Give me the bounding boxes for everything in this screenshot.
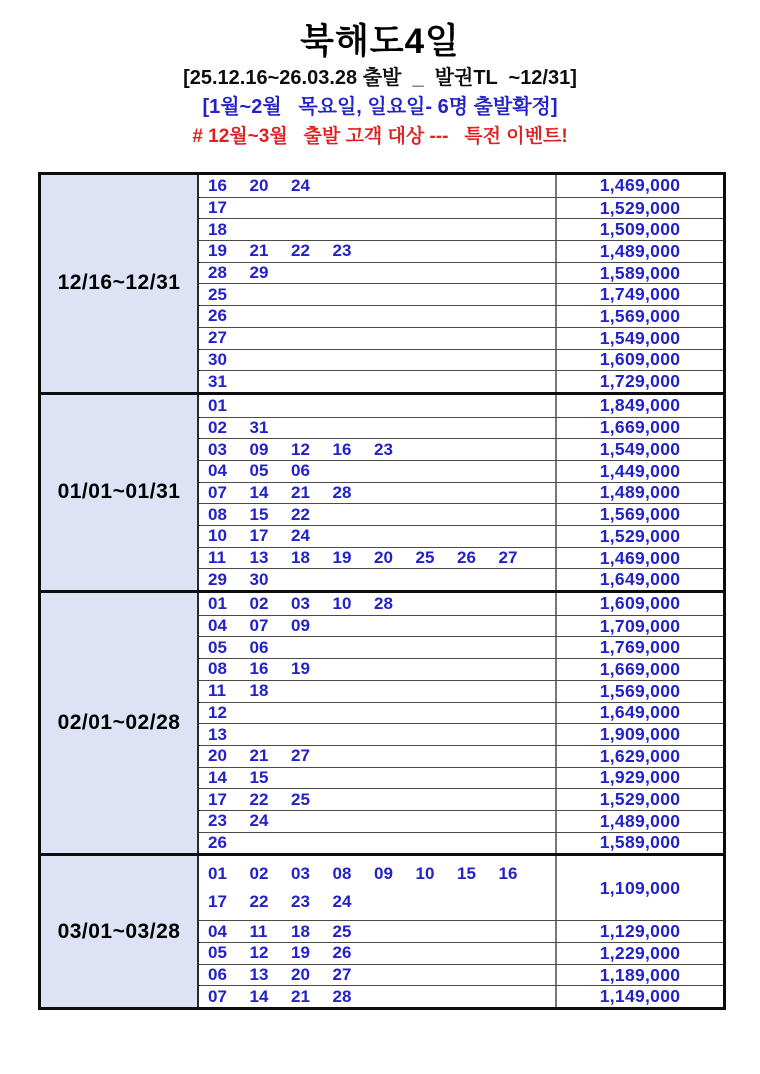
departure-date: 07 <box>208 986 227 1006</box>
departure-date: 21 <box>249 746 269 766</box>
departure-date: 27 <box>332 965 352 985</box>
date-range-label: 12/16~12/31 <box>41 175 199 392</box>
price-value: 1,629,000 <box>555 746 723 767</box>
departure-date: 15 <box>249 504 269 524</box>
departure-date: 22 <box>291 241 310 261</box>
departure-date: 27 <box>291 746 310 766</box>
departure-date: 31 <box>249 417 269 437</box>
departure-dates-cell <box>199 724 555 745</box>
table-row <box>199 327 723 349</box>
dates-line <box>208 371 555 393</box>
departure-date: 22 <box>249 892 269 912</box>
dates-line <box>208 860 555 888</box>
price-value: 1,469,000 <box>555 548 723 569</box>
table-row <box>199 525 723 547</box>
departure-date: 28 <box>374 593 393 613</box>
departure-date: 09 <box>249 439 269 459</box>
price-value: 1,569,000 <box>555 504 723 525</box>
departure-date: 17 <box>208 789 227 809</box>
departure-dates-cell <box>199 395 555 417</box>
departure-dates-cell <box>199 856 555 920</box>
table-row <box>199 370 723 392</box>
price-value: 1,649,000 <box>555 569 723 590</box>
table-row <box>199 593 723 615</box>
departure-dates-cell <box>199 284 555 305</box>
departure-date: 13 <box>249 548 269 568</box>
departure-date: 10 <box>208 526 227 546</box>
price-value: 1,129,000 <box>555 921 723 942</box>
table-row <box>199 658 723 680</box>
departure-date: 04 <box>208 616 227 636</box>
dates-line <box>208 615 555 637</box>
departure-date: 03 <box>291 864 310 884</box>
departure-date: 19 <box>291 943 310 963</box>
dates-line <box>208 175 555 197</box>
page-header <box>0 0 760 151</box>
price-value: 1,589,000 <box>555 263 723 284</box>
table-row <box>199 920 723 942</box>
departure-date: 08 <box>332 864 352 884</box>
table-row <box>199 964 723 986</box>
departure-date: 07 <box>249 616 269 636</box>
dates-line <box>208 504 555 526</box>
departure-date: 09 <box>374 864 393 884</box>
price-value: 1,669,000 <box>555 418 723 439</box>
departure-date: 20 <box>208 746 227 766</box>
table-row <box>199 788 723 810</box>
confirmed-departure-note: [1월~2월 목요일, 일요일- 6명 출발확정] <box>202 96 558 118</box>
departure-date: 29 <box>208 569 227 589</box>
dates-line <box>208 460 555 482</box>
departure-dates-cell <box>199 965 555 986</box>
departure-date: 21 <box>291 482 310 502</box>
dates-line <box>208 789 555 811</box>
departure-date: 24 <box>249 811 269 831</box>
departure-dates-cell <box>199 659 555 680</box>
table-row <box>199 262 723 284</box>
table-row <box>199 985 723 1007</box>
dates-line <box>208 724 555 746</box>
price-value: 1,669,000 <box>555 659 723 680</box>
departure-date: 24 <box>291 526 310 546</box>
departure-dates-cell <box>199 461 555 482</box>
departure-date: 30 <box>249 569 269 589</box>
dates-line <box>208 593 555 615</box>
price-value: 1,529,000 <box>555 198 723 219</box>
dates-line <box>208 680 555 702</box>
departure-date: 01 <box>208 593 227 613</box>
dates-line <box>208 637 555 659</box>
departure-dates-cell <box>199 175 555 197</box>
table-section <box>41 853 723 1007</box>
departure-date: 08 <box>208 504 227 524</box>
departure-dates-cell <box>199 483 555 504</box>
dates-line <box>208 810 555 832</box>
price-value: 1,509,000 <box>555 219 723 240</box>
departure-dates-cell <box>199 768 555 789</box>
date-range-label: 03/01~03/28 <box>41 856 199 1007</box>
departure-dates-cell <box>199 746 555 767</box>
departure-dates-cell <box>199 569 555 590</box>
dates-line <box>208 658 555 680</box>
dates-line <box>208 284 555 306</box>
departure-dates-cell <box>199 526 555 547</box>
table-row <box>199 417 723 439</box>
table-row <box>199 547 723 569</box>
departure-date: 29 <box>249 263 269 283</box>
departure-date: 24 <box>291 175 310 195</box>
dates-line <box>208 417 555 439</box>
departure-dates-cell <box>199 350 555 371</box>
departure-date: 25 <box>208 284 227 304</box>
departure-dates-cell <box>199 504 555 525</box>
table-section <box>41 392 723 590</box>
table-row <box>199 482 723 504</box>
departure-date: 25 <box>332 921 352 941</box>
departure-dates-cell <box>199 198 555 219</box>
price-value: 1,549,000 <box>555 328 723 349</box>
price-value: 1,709,000 <box>555 616 723 637</box>
departure-date: 28 <box>332 482 352 502</box>
departure-date: 22 <box>291 504 310 524</box>
price-value: 1,109,000 <box>555 856 723 920</box>
table-section <box>41 175 723 392</box>
departure-date: 25 <box>415 548 435 568</box>
departure-dates-cell <box>199 637 555 658</box>
dates-line <box>208 767 555 789</box>
departure-date: 23 <box>208 811 227 831</box>
departure-date: 22 <box>249 789 269 809</box>
departure-dates-cell <box>199 833 555 854</box>
section-rows <box>199 856 723 1007</box>
departure-dates-cell <box>199 616 555 637</box>
departure-date: 12 <box>208 702 227 722</box>
table-row <box>199 680 723 702</box>
departure-date: 18 <box>208 219 227 239</box>
departure-date: 20 <box>374 548 393 568</box>
dates-line <box>208 702 555 724</box>
section-rows <box>199 593 723 853</box>
departure-date: 04 <box>208 921 227 941</box>
departure-date: 11 <box>208 681 226 701</box>
departure-date: 01 <box>208 395 227 415</box>
price-value: 1,529,000 <box>555 789 723 810</box>
departure-date: 05 <box>208 943 227 963</box>
table-row <box>199 175 723 197</box>
departure-dates-cell <box>199 241 555 262</box>
table-section <box>41 590 723 853</box>
departure-dates-cell <box>199 418 555 439</box>
dates-line <box>208 888 555 916</box>
price-value: 1,749,000 <box>555 284 723 305</box>
departure-dates-cell <box>199 703 555 724</box>
price-value: 1,149,000 <box>555 986 723 1007</box>
price-value: 1,549,000 <box>555 439 723 460</box>
departure-date: 16 <box>498 864 518 884</box>
departure-date: 28 <box>208 263 227 283</box>
date-range-label: 02/01~02/28 <box>41 593 199 853</box>
departure-date: 10 <box>415 864 435 884</box>
dates-line <box>208 964 555 986</box>
event-note: # 12월~3월 출발 고객 대상 --- 특전 이벤트! <box>192 126 568 147</box>
dates-line <box>208 240 555 262</box>
dates-line <box>208 305 555 327</box>
table-row <box>199 942 723 964</box>
departure-date: 07 <box>208 482 227 502</box>
dates-line <box>208 439 555 461</box>
departure-dates-cell <box>199 306 555 327</box>
table-row <box>199 349 723 371</box>
table-row <box>199 636 723 658</box>
price-value: 1,529,000 <box>555 526 723 547</box>
departure-dates-cell <box>199 548 555 569</box>
departure-date: 01 <box>208 864 227 884</box>
table-row <box>199 856 723 920</box>
departure-date: 15 <box>457 864 476 884</box>
departure-date: 30 <box>208 349 227 369</box>
price-value: 1,189,000 <box>555 965 723 986</box>
departure-dates-cell <box>199 921 555 942</box>
departure-date: 23 <box>374 439 393 459</box>
departure-period-subtitle: [25.12.16~26.03.28 출발 _ 발권TL ~12/31] <box>183 67 577 89</box>
departure-date: 17 <box>249 526 269 546</box>
dates-line <box>208 197 555 219</box>
departure-date: 19 <box>208 241 227 261</box>
departure-date: 20 <box>291 965 310 985</box>
dates-line <box>208 942 555 964</box>
table-row <box>199 240 723 262</box>
departure-dates-cell <box>199 439 555 460</box>
departure-date: 02 <box>249 593 269 613</box>
price-value: 1,449,000 <box>555 461 723 482</box>
departure-date: 10 <box>332 593 352 613</box>
table-row <box>199 810 723 832</box>
departure-date: 19 <box>291 659 310 679</box>
departure-dates-cell <box>199 811 555 832</box>
departure-date: 04 <box>208 461 227 481</box>
dates-line <box>208 569 555 591</box>
departure-date: 11 <box>208 548 226 568</box>
departure-date: 13 <box>249 965 269 985</box>
departure-date: 16 <box>249 659 269 679</box>
dates-line <box>208 547 555 569</box>
departure-dates-cell <box>199 789 555 810</box>
departure-date: 27 <box>208 328 227 348</box>
price-value: 1,469,000 <box>555 175 723 197</box>
price-value: 1,849,000 <box>555 395 723 417</box>
departure-date: 26 <box>208 306 227 326</box>
departure-date: 14 <box>249 986 269 1006</box>
departure-dates-cell <box>199 593 555 615</box>
departure-dates-cell <box>199 219 555 240</box>
departure-date: 17 <box>208 892 227 912</box>
departure-date: 03 <box>208 439 227 459</box>
price-value: 1,489,000 <box>555 241 723 262</box>
table-row <box>199 283 723 305</box>
dates-line <box>208 395 555 417</box>
departure-date: 02 <box>208 417 227 437</box>
price-value: 1,929,000 <box>555 768 723 789</box>
departure-date: 05 <box>249 461 269 481</box>
table-row <box>199 723 723 745</box>
departure-date: 14 <box>249 482 269 502</box>
dates-line <box>208 482 555 504</box>
table-row <box>199 503 723 525</box>
departure-dates-cell <box>199 263 555 284</box>
departure-date: 25 <box>291 789 310 809</box>
table-row <box>199 438 723 460</box>
departure-date: 15 <box>249 767 269 787</box>
departure-date: 18 <box>291 548 310 568</box>
table-row <box>199 218 723 240</box>
departure-date: 06 <box>291 461 310 481</box>
dates-line <box>208 832 555 854</box>
dates-line <box>208 262 555 284</box>
departure-date: 17 <box>208 198 227 218</box>
dates-line <box>208 327 555 349</box>
table-row <box>199 615 723 637</box>
departure-date: 31 <box>208 371 227 391</box>
price-value: 1,229,000 <box>555 943 723 964</box>
dates-line <box>208 525 555 547</box>
departure-date: 16 <box>208 175 227 195</box>
departure-date: 26 <box>332 943 352 963</box>
departure-date: 28 <box>332 986 352 1006</box>
departure-date: 12 <box>249 943 269 963</box>
price-value: 1,729,000 <box>555 371 723 392</box>
price-value: 1,649,000 <box>555 703 723 724</box>
departure-date: 21 <box>249 241 269 261</box>
departure-dates-cell <box>199 328 555 349</box>
departure-date: 23 <box>291 892 310 912</box>
departure-date: 05 <box>208 637 227 657</box>
departure-date: 23 <box>332 241 352 261</box>
price-value: 1,609,000 <box>555 593 723 615</box>
price-value: 1,569,000 <box>555 306 723 327</box>
departure-date: 21 <box>291 986 310 1006</box>
dates-line <box>208 219 555 241</box>
departure-date: 02 <box>249 864 269 884</box>
table-row <box>199 197 723 219</box>
dates-line <box>208 349 555 371</box>
price-value: 1,769,000 <box>555 637 723 658</box>
page-title: 북해도4일 <box>300 22 460 61</box>
price-value: 1,589,000 <box>555 833 723 854</box>
departure-date: 26 <box>208 832 227 852</box>
table-row <box>199 832 723 854</box>
price-value: 1,609,000 <box>555 350 723 371</box>
departure-date: 08 <box>208 659 227 679</box>
table-row <box>199 568 723 590</box>
departure-date: 26 <box>457 548 476 568</box>
dates-line <box>208 745 555 767</box>
departure-date: 27 <box>498 548 518 568</box>
departure-date: 12 <box>291 439 310 459</box>
departure-dates-cell <box>199 371 555 392</box>
departure-date: 13 <box>208 724 227 744</box>
table-row <box>199 767 723 789</box>
table-row <box>199 460 723 482</box>
departure-date: 18 <box>291 921 310 941</box>
departure-date: 18 <box>249 681 269 701</box>
price-value: 1,489,000 <box>555 811 723 832</box>
price-value: 1,489,000 <box>555 483 723 504</box>
departure-date: 24 <box>332 892 352 912</box>
departure-date: 06 <box>249 637 269 657</box>
departure-date: 03 <box>291 593 310 613</box>
departure-dates-cell <box>199 681 555 702</box>
table-row <box>199 305 723 327</box>
departure-date: 14 <box>208 767 227 787</box>
departure-dates-cell <box>199 943 555 964</box>
departure-date: 11 <box>249 921 268 941</box>
departure-date: 20 <box>249 175 269 195</box>
table-row <box>199 395 723 417</box>
departure-dates-cell <box>199 986 555 1007</box>
table-row <box>199 702 723 724</box>
price-value: 1,909,000 <box>555 724 723 745</box>
table-row <box>199 745 723 767</box>
date-range-label: 01/01~01/31 <box>41 395 199 590</box>
departure-date: 06 <box>208 965 227 985</box>
price-value: 1,569,000 <box>555 681 723 702</box>
dates-line <box>208 986 555 1008</box>
departure-date: 09 <box>291 616 310 636</box>
section-rows <box>199 395 723 590</box>
departure-date: 19 <box>332 548 352 568</box>
section-rows <box>199 175 723 392</box>
price-table <box>38 172 726 1010</box>
dates-line <box>208 921 555 943</box>
departure-date: 16 <box>332 439 352 459</box>
